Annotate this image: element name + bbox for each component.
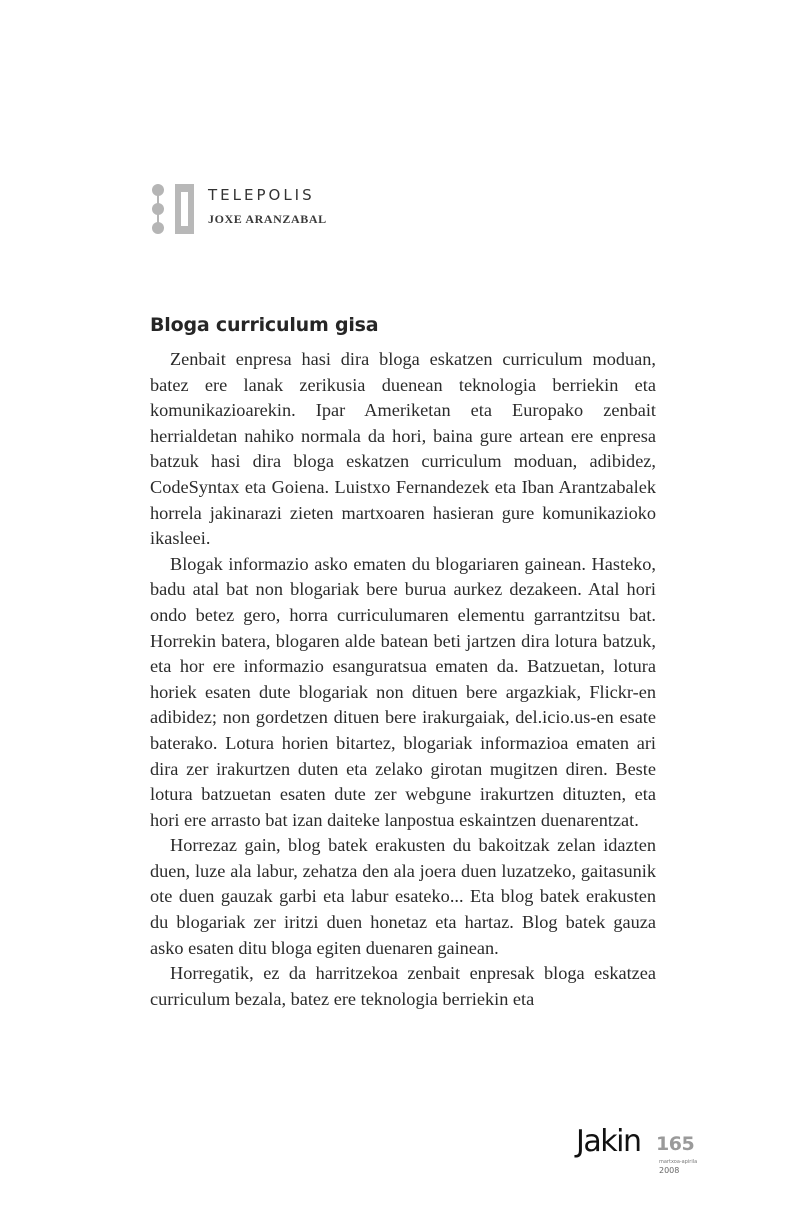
article-paragraph: Horregatik, ez da harritzekoa zenbait enpresak bloga eskatzea curriculum bezala, batez ere teknologia berriekin eta	[150, 963, 656, 1009]
article-paragraph: Zenbait enpresa hasi dira bloga eskatzen curriculum moduan, batez ere lanak zerikusia duenean teknologia berriekin eta komunikazioarekin. Ipar Ameriketan eta Europako zenbait herrialdetan nahiko normala da hori, baina gure artean ere enpresa batzuk hasi dira bloga eskatzen curriculum moduan, adibidez, CodeSyntax eta Goiena. Luistxo Fernandezek eta Iban Arantzabalek horrela jakinarazi zieten martxoaren hasieran gure komunikazioko ikasleei.	[150, 349, 656, 549]
publication-name: Jakin	[576, 1124, 641, 1159]
telepolis-logo-icon	[152, 184, 200, 236]
article-paragraph: Blogak informazio asko ematen du blogariaren gainean. Hasteko, badu atal bat non blogariak bere burua aurkez dezakeen. Atal hori ondo betez gero, horra curriculumaren elementu garrantzitsu bat. Horrekin batera, blogaren alde batean beti jartzen dira lotura batzuk, eta hor ere informazio esanguratsua ematen da. Batzuetan, lotura horiek esaten dute blogariak non dituen bere argazkiak, Flickr-en adibidez; non gordetzen dituen bere irakurgaiak, del.icio.us-en esate baterako. Lotura horien bitartez, blogariak informazioa ematen ari dira zer irakurtzen duten eta zelako girotan mugitzen diren. Beste lotura batzuetan esaten dute zer webgune irakurtzen dituzten, eta hori ere arrasto bat izan daiteke lanpostua eskaintzen duenarentzat.	[150, 553, 656, 830]
section-name: TELEPOLIS	[208, 186, 315, 204]
author-name: JOXE ARANZABAL	[208, 212, 327, 226]
issue-number: 165	[656, 1133, 695, 1155]
issue-months: martxoa-apirila	[659, 1159, 698, 1165]
article-paragraph: Horrezaz gain, blog batek erakusten du bakoitzak zelan idazten duen, luze ala labur, zehatza den ala joera duen luzatzeko, gaitasunik ote duen gauzak garbi eta labur esateko... Eta blog batek erakusten du blogariak zer iritzi duen honetaz eta hartaz. Blog batek gauza asko esaten ditu bloga egiten duenaren gainean.	[150, 835, 656, 958]
issue-year: 2008	[659, 1166, 680, 1175]
article-title: Bloga curriculum gisa	[150, 314, 379, 336]
section-header	[152, 184, 327, 236]
publication-logo	[576, 1124, 706, 1180]
article	[150, 314, 656, 1012]
